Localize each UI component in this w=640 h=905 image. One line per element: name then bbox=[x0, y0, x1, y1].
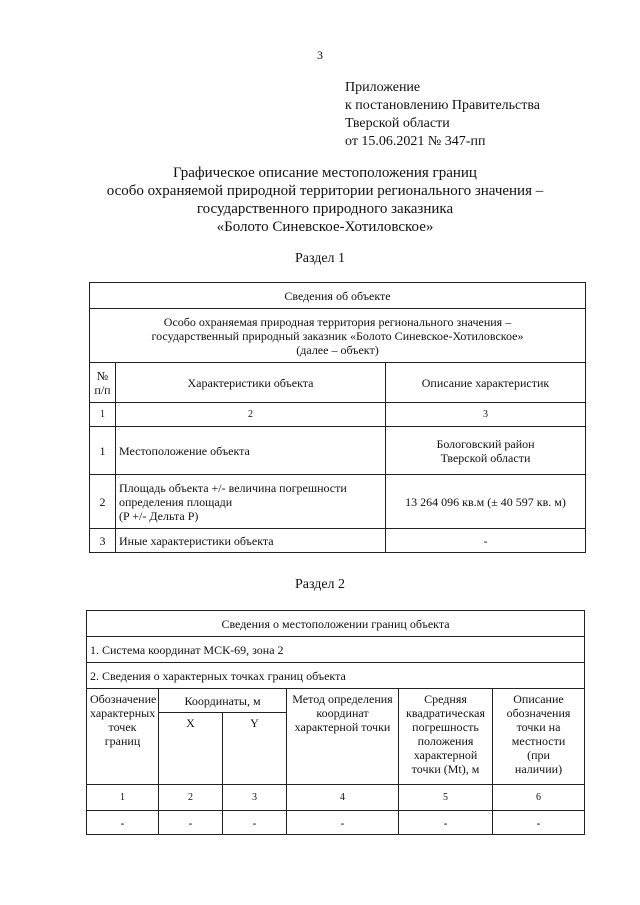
col-number: 6 bbox=[493, 785, 585, 811]
row-description: 13 264 096 кв.м (± 40 597 кв. м) bbox=[386, 475, 586, 529]
header-x: X bbox=[159, 713, 223, 785]
header-coordinates: Координаты, м bbox=[159, 689, 287, 713]
characteristic-line: (P +/- Дельта P) bbox=[119, 508, 199, 523]
header-description: Описание характеристик bbox=[386, 363, 586, 403]
cell-designation: - bbox=[87, 811, 159, 835]
col-number: 2 bbox=[159, 785, 223, 811]
object-line: (далее – объект) bbox=[296, 342, 379, 357]
header-line: обозначения bbox=[506, 706, 571, 720]
col-number: 3 bbox=[386, 403, 586, 427]
header-line: Описание bbox=[513, 692, 564, 706]
row-description: - bbox=[386, 529, 586, 553]
characteristic-line: Площадь объекта +/- величина погрешности bbox=[119, 480, 347, 495]
row-number: 3 bbox=[90, 529, 116, 553]
description-line: Бологовский район bbox=[436, 436, 535, 451]
cell-y: - bbox=[223, 811, 287, 835]
header-line: координат bbox=[316, 706, 369, 720]
object-info-table bbox=[89, 282, 586, 553]
header-line: наличии) bbox=[514, 762, 563, 776]
header-line: погрешность bbox=[412, 720, 479, 734]
page-number: 3 bbox=[317, 48, 323, 62]
table-row bbox=[90, 529, 586, 553]
title-line: государственного природного заказника bbox=[196, 201, 454, 217]
annex-line: Тверской области bbox=[345, 116, 450, 131]
row-characteristic bbox=[116, 475, 386, 529]
annex-line: Приложение bbox=[345, 80, 421, 95]
title-line: «Болото Синевское-Хотиловское» bbox=[216, 219, 434, 235]
header-designation bbox=[87, 689, 159, 785]
annex-line: от 15.06.2021 № 347-пп bbox=[345, 134, 486, 149]
characteristic-line: определения площади bbox=[119, 494, 233, 509]
section2-heading: Раздел 2 bbox=[294, 577, 346, 592]
col-number: 5 bbox=[399, 785, 493, 811]
table-row bbox=[90, 427, 586, 475]
annex-block bbox=[345, 79, 540, 151]
cell-method: - bbox=[287, 811, 399, 835]
header-y: Y bbox=[223, 713, 287, 785]
object-line: Особо охраняемая природная территория регионального значения – bbox=[163, 314, 512, 329]
table-title: Сведения об объекте bbox=[90, 283, 586, 309]
row-number: 1 bbox=[90, 427, 116, 475]
col-number: 4 bbox=[287, 785, 399, 811]
header-line: положения bbox=[417, 734, 474, 748]
header-line: точки (Mt), м bbox=[411, 762, 480, 776]
col-number: 1 bbox=[90, 403, 116, 427]
header-line: Метод определения bbox=[292, 692, 393, 706]
header-line: квадратическая bbox=[406, 706, 485, 720]
header-line: точек bbox=[108, 720, 137, 734]
header-marking bbox=[493, 689, 585, 785]
col-number: 2 bbox=[116, 403, 386, 427]
col-number: 3 bbox=[223, 785, 287, 811]
table-title: Сведения о местоположении границ объекта bbox=[87, 611, 585, 637]
object-description bbox=[90, 309, 586, 363]
coordinate-system: 1. Система координат МСК-69, зона 2 bbox=[87, 637, 585, 663]
header-line: местности bbox=[511, 734, 566, 748]
row-characteristic: Иные характеристики объекта bbox=[116, 529, 386, 553]
header-number-line: № bbox=[96, 368, 109, 383]
header-line: (при bbox=[527, 748, 550, 762]
object-line: государственный природный заказник «Болото Синевское-Хотиловское» bbox=[151, 328, 524, 343]
document-title bbox=[60, 164, 590, 236]
header-number-line: п/п bbox=[94, 382, 111, 397]
table-row bbox=[87, 811, 585, 835]
header-line: Средняя bbox=[424, 692, 467, 706]
description-line: Тверской области bbox=[440, 450, 531, 465]
header-method bbox=[287, 689, 399, 785]
points-title: 2. Сведения о характерных точках границ объекта bbox=[87, 663, 585, 689]
header-line: характерных bbox=[90, 706, 156, 720]
annex-line: к постановлению Правительства bbox=[345, 98, 541, 113]
header-characteristics: Характеристики объекта bbox=[116, 363, 386, 403]
header-number bbox=[90, 363, 116, 403]
section1-heading: Раздел 1 bbox=[294, 251, 346, 266]
row-description bbox=[386, 427, 586, 475]
col-number: 1 bbox=[87, 785, 159, 811]
header-line: характерной bbox=[413, 748, 478, 762]
row-characteristic: Местоположение объекта bbox=[116, 427, 386, 475]
header-error bbox=[399, 689, 493, 785]
row-number: 2 bbox=[90, 475, 116, 529]
header-line: Обозначение bbox=[90, 692, 157, 706]
cell-x: - bbox=[159, 811, 223, 835]
table-row bbox=[90, 475, 586, 529]
title-line: особо охраняемой природной территории регионального значения – bbox=[106, 183, 544, 199]
boundary-table bbox=[86, 610, 585, 835]
cell-marking: - bbox=[493, 811, 585, 835]
header-line: точки на bbox=[516, 720, 561, 734]
header-line: границ bbox=[104, 734, 141, 748]
title-line: Графическое описание местоположения границ bbox=[173, 165, 477, 181]
header-line: характерной точки bbox=[294, 720, 391, 734]
cell-error: - bbox=[399, 811, 493, 835]
